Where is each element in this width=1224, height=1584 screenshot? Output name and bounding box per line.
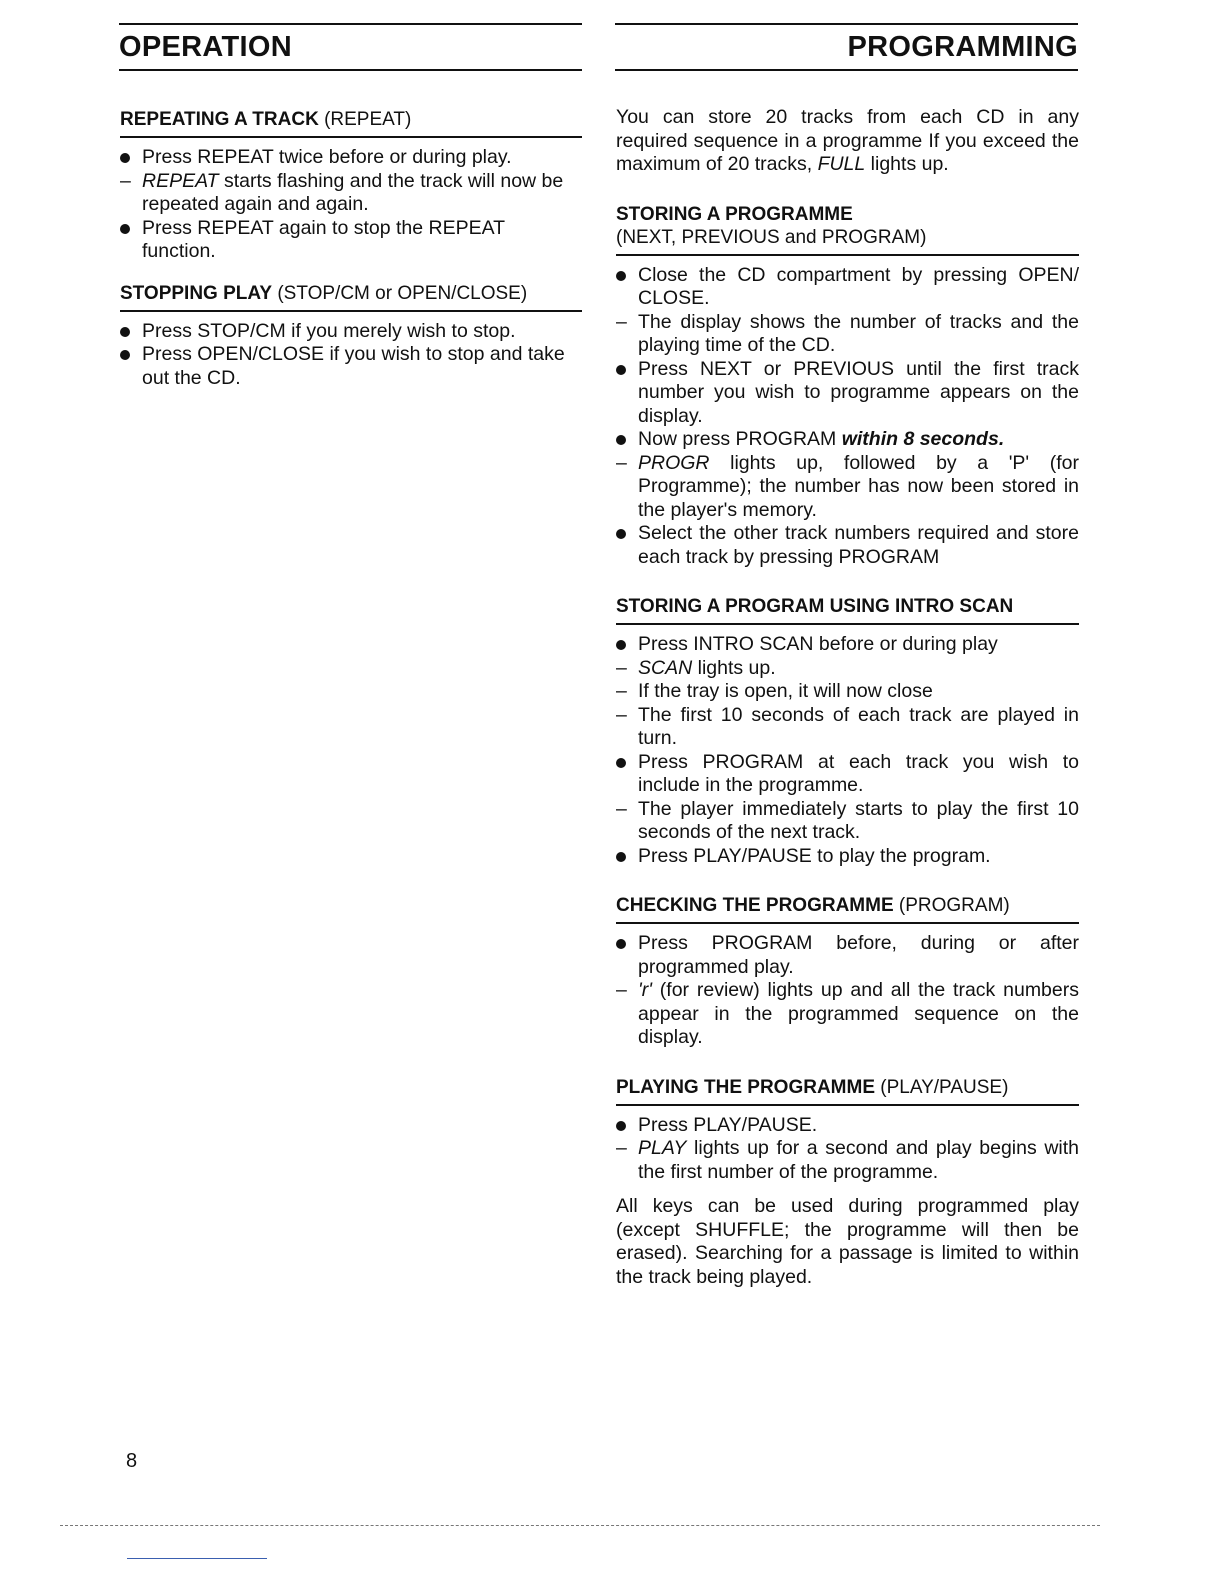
list-item: Now press PROGRAM within 8 seconds. xyxy=(616,428,1079,452)
list-item: Press PLAY/PAUSE. xyxy=(616,1114,1079,1138)
bullet-icon xyxy=(120,224,130,234)
list-item: – PROGR lights up, followed by a 'P' (for Programme); the number has now been stored in the player's memory. xyxy=(616,451,1079,521)
dash-icon: – xyxy=(616,979,627,1001)
list-item: – 'r' (for review) lights up and all the track numbers appear in the programmed sequence on the display. xyxy=(616,979,1079,1048)
section-storing xyxy=(616,203,1079,570)
bullet-icon xyxy=(616,852,626,862)
list-item: – REPEAT starts flashing and the track will now be repeated again and again. xyxy=(120,169,564,215)
section-heading: STORING A PROGRAMME (NEXT, PREVIOUS and PROGRAM) xyxy=(616,203,1079,256)
left-header-bar xyxy=(119,23,582,71)
list-item: – If the tray is open, it will now close xyxy=(616,680,933,702)
bullet-icon xyxy=(616,939,626,949)
section-playing xyxy=(616,1076,1079,1185)
bullet-icon xyxy=(120,350,130,360)
intro-paragraph: You can store 20 tracks from each CD in any required sequence in a programme If you exceed the maximum of 20 tracks, FULL lights up. xyxy=(616,106,1079,175)
list-item: Press PROGRAM at each track you wish to include in the programme. xyxy=(616,751,1079,798)
section-heading: CHECKING THE PROGRAMME (PROGRAM) xyxy=(616,894,1079,924)
dash-icon: – xyxy=(616,451,627,474)
dash-icon: – xyxy=(120,169,131,192)
list-item: – SCAN lights up. xyxy=(616,656,776,679)
list-item: Press OPEN/CLOSE if you wish to stop and take out the CD. xyxy=(120,343,582,390)
list-item: Press STOP/CM if you merely wish to stop. xyxy=(120,320,582,344)
right-header-title: PROGRAMMING xyxy=(847,31,1078,63)
section-intro-scan xyxy=(616,595,1079,868)
bullet-icon xyxy=(616,365,626,375)
section-heading: REPEATING A TRACK (REPEAT) xyxy=(120,108,582,138)
bullet-icon xyxy=(120,153,130,163)
section-stopping xyxy=(120,282,582,391)
list-item: – PLAY lights up for a second and play begins with the first number of the programme. xyxy=(616,1137,1079,1183)
right-header-bar xyxy=(615,23,1078,71)
list-item: Press REPEAT twice before or during play. xyxy=(120,146,582,170)
bullet-icon xyxy=(616,529,626,539)
list-item: Press PLAY/PAUSE to play the program. xyxy=(616,845,1079,869)
bullet-icon xyxy=(616,271,626,281)
list-item: – The display shows the number of tracks and the playing time of the CD. xyxy=(616,310,1079,356)
left-column xyxy=(120,108,582,390)
scan-artifact-line xyxy=(60,1525,1100,1528)
closing-paragraph: All keys can be used during programmed play (except SHUFFLE; the programme will then be erased). Searching for a passage is limited to within the track being played. xyxy=(616,1195,1079,1288)
list-item: Press REPEAT again to stop the REPEAT function. xyxy=(120,217,582,264)
list-item: Press NEXT or PREVIOUS until the first track number you wish to programme appears on the display. xyxy=(616,358,1079,429)
bullet-icon xyxy=(120,327,130,337)
section-heading: STORING A PROGRAM USING INTRO SCAN xyxy=(616,595,1079,625)
list-item: – The player immediately starts to play the first 10 seconds of the next track. xyxy=(616,797,1079,843)
dash-icon: – xyxy=(616,310,627,333)
dash-icon: – xyxy=(616,1137,627,1159)
page-number: 8 xyxy=(126,1450,138,1472)
bullet-icon xyxy=(616,435,626,445)
scan-artifact-short-line xyxy=(127,1558,267,1559)
list-item: Select the other track numbers required and store each track by pressing PROGRAM xyxy=(616,522,1079,569)
list-item: – The first 10 seconds of each track are played in turn. xyxy=(616,703,1079,749)
right-column xyxy=(616,106,1079,1289)
list-item: Press INTRO SCAN before or during play xyxy=(616,633,1079,657)
list-item: Close the CD compartment by pressing OPEN/ CLOSE. xyxy=(616,264,1079,311)
dash-icon: – xyxy=(616,680,627,702)
bullet-icon xyxy=(616,640,626,650)
bullet-icon xyxy=(616,1121,626,1131)
dash-icon: – xyxy=(616,656,627,679)
section-repeating xyxy=(120,108,582,264)
left-header-title: OPERATION xyxy=(119,31,292,63)
section-checking xyxy=(616,894,1079,1050)
list-item: Press PROGRAM before, during or after programmed play. xyxy=(616,932,1079,979)
section-heading: PLAYING THE PROGRAMME (PLAY/PAUSE) xyxy=(616,1076,1079,1106)
bullet-icon xyxy=(616,758,626,768)
dash-icon: – xyxy=(616,703,627,726)
dash-icon: – xyxy=(616,797,627,820)
section-heading: STOPPING PLAY (STOP/CM or OPEN/CLOSE) xyxy=(120,282,582,312)
